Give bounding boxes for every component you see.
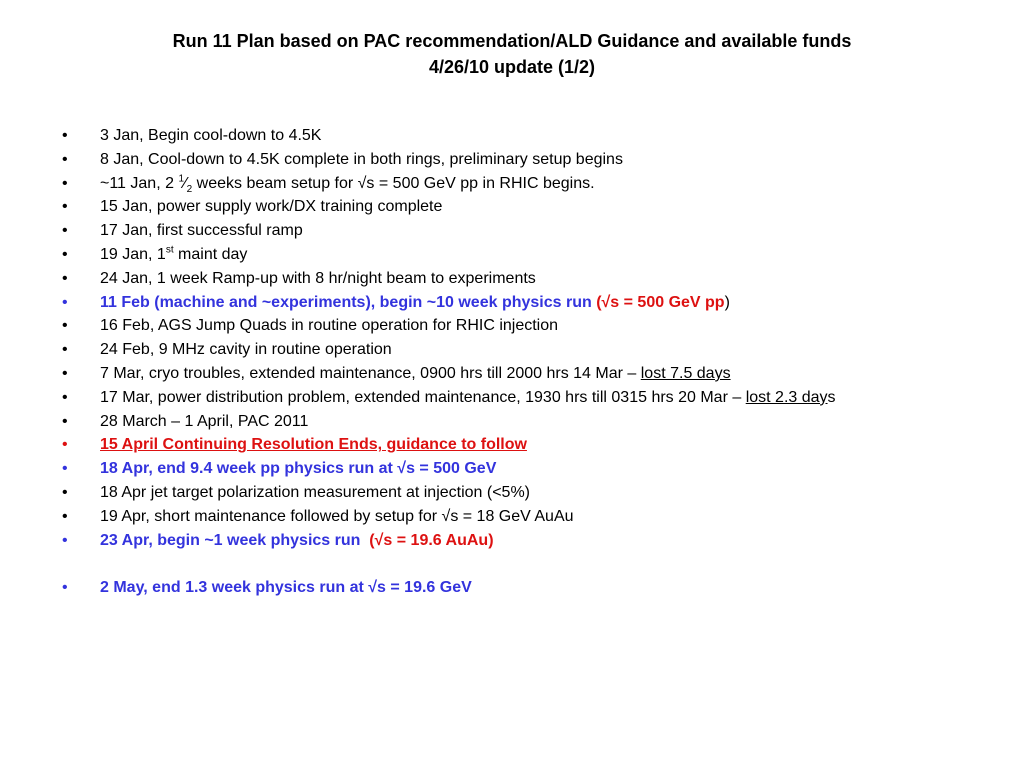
slide-title [0, 28, 1024, 80]
list-item [62, 172, 1012, 196]
list-item [62, 148, 1012, 172]
fraction-slash: ⁄ [184, 174, 187, 192]
item-text: 24 Jan, 1 week Ramp-up with 8 hr/night beam to experiments [100, 269, 536, 287]
item-text-blue: 2 May, end 1.3 week physics run at √s = 19.6 GeV [100, 579, 472, 597]
bullet: • [62, 341, 68, 359]
item-text: 19 Jan, 1 [100, 245, 166, 263]
list-item [62, 267, 1012, 291]
bullet: • [62, 317, 68, 335]
bullet: • [62, 483, 68, 501]
bullet: • [62, 174, 68, 192]
bullet: • [62, 222, 68, 240]
bullet: • [62, 245, 68, 263]
bullet: • [62, 460, 68, 478]
bullet: • [62, 150, 68, 168]
item-text-blue: 11 Feb (machine and ~experiments), begin ~10 week physics run [100, 293, 597, 311]
list-item-highlight [62, 291, 1012, 315]
bullet: • [62, 579, 68, 597]
bullet: • [62, 269, 68, 287]
item-text: 24 Feb, 9 MHz cavity in routine operation [100, 341, 392, 359]
list-item [62, 362, 1012, 386]
list-item [62, 124, 1012, 148]
list-item [62, 410, 1012, 434]
item-text-blue: 23 Apr, begin ~1 week physics run [100, 531, 370, 549]
item-text-post: s [827, 388, 836, 406]
item-text: ~11 Jan, 2 [100, 174, 179, 192]
item-text-underline: lost 2.3 day [745, 388, 828, 406]
item-text-blue: 18 Apr, end 9.4 week pp physics run at √s = 500 GeV [100, 460, 497, 478]
item-text: 28 March – 1 April, PAC 2011 [100, 412, 309, 430]
bullet: • [62, 198, 68, 216]
bullet: • [62, 507, 68, 525]
bullet: • [62, 412, 68, 430]
list-item [62, 386, 1012, 410]
superscript: st [165, 244, 174, 256]
item-text: 19 Apr, short maintenance followed by setup for √s = 18 GeV AuAu [100, 507, 574, 525]
bullet: • [62, 293, 68, 311]
title-line-2: 4/26/10 update (1/2) [428, 57, 596, 77]
item-text: 17 Jan, first successful ramp [100, 222, 303, 240]
schedule-list [62, 124, 1012, 600]
item-text: 3 Jan, Begin cool-down to 4.5K [100, 127, 322, 144]
title-line-1: Run 11 Plan based on PAC recommendation/ALD Guidance and available funds [172, 31, 852, 51]
list-item [62, 505, 1012, 529]
list-item-highlight [62, 433, 1012, 457]
list-item [62, 314, 1012, 338]
item-text: 7 Mar, cryo troubles, extended maintenance, 0900 hrs till 2000 hrs 14 Mar – [100, 364, 641, 382]
item-text-tail: ) [724, 293, 730, 311]
fraction-denominator: 2 [186, 183, 193, 195]
item-text: 8 Jan, Cool-down to 4.5K complete in both rings, preliminary setup begins [100, 150, 623, 168]
bullet: • [62, 436, 68, 454]
bullet: • [62, 388, 68, 406]
list-item [62, 481, 1012, 505]
item-text-red: (√s = 19.6 AuAu) [369, 531, 494, 549]
item-text: 16 Feb, AGS Jump Quads in routine operation for RHIC injection [100, 317, 559, 335]
bullet: • [62, 531, 68, 549]
list-item-highlight [62, 576, 1012, 600]
list-item-highlight [62, 457, 1012, 481]
bullet: • [62, 127, 68, 144]
item-text-red: 15 April Continuing Resolution Ends, guidance to follow [100, 436, 527, 454]
item-text-red: (√s = 500 GeV pp [596, 293, 725, 311]
list-item [62, 219, 1012, 243]
fraction-numerator: 1 [178, 173, 184, 185]
list-item [62, 243, 1012, 267]
item-text-post: maint day [173, 245, 248, 263]
item-text: 18 Apr jet target polarization measurement at injection (<5%) [100, 483, 531, 501]
list-item [62, 338, 1012, 362]
list-item [62, 195, 1012, 219]
list-item-highlight [62, 529, 1012, 553]
item-text-post: weeks beam setup for √s = 500 GeV pp in RHIC begins. [192, 174, 595, 192]
item-text: 15 Jan, power supply work/DX training complete [100, 198, 443, 216]
item-text: 17 Mar, power distribution problem, extended maintenance, 1930 hrs till 0315 hrs 20 Mar – [100, 388, 746, 406]
item-text-underline: lost 7.5 days [640, 364, 731, 382]
bullet: • [62, 364, 68, 382]
